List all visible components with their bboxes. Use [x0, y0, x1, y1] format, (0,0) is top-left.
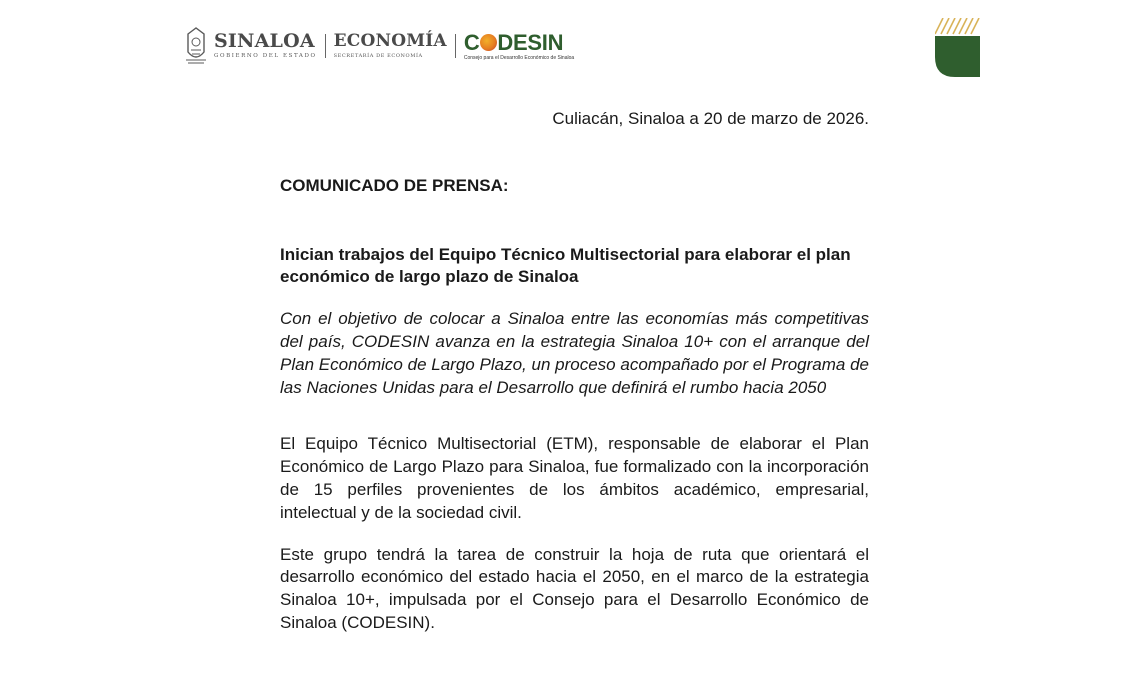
letterhead [184, 24, 574, 68]
codesin-logo [463, 29, 575, 61]
body-paragraph: El Equipo Técnico Multisectorial (ETM), responsable de elaborar el Plan Económico de Largo Plazo para Sinaloa, fue formalizado con la incorporación de 15 perfiles provenientes de los ámbitos académico, empresarial, intelectual y de la sociedad civil. [280, 434, 869, 522]
body-paragraph: Este grupo tendrá la tarea de construir la hoja de ruta que orientará el desarrollo económico del estado hacia el 2050, en el marco de la estrategia Sinaloa 10+, impulsada por el Consejo para el Desarrollo Económico de Sinaloa (CODESIN). [280, 544, 869, 632]
gov-subtitle: GOBIERNO DEL ESTADO [214, 53, 317, 60]
dept-subtitle: SECRETARÍA DE ECONOMÍA [333, 53, 423, 59]
dept-name: ECONOMÍA [333, 31, 447, 51]
gov-name: SINALOA [214, 30, 315, 53]
codesin-sun-icon [480, 34, 497, 51]
state-seal-icon [184, 26, 208, 66]
economia-logo [334, 33, 447, 59]
codesin-suffix: DESIN [497, 29, 564, 55]
gobierno-logo [214, 32, 317, 60]
corner-emblem-icon [935, 18, 980, 77]
codesin-prefix: C [463, 29, 480, 55]
logo-divider [325, 34, 326, 58]
codesin-subtitle: Consejo para el Desarrollo Económico de Sinaloa [463, 54, 575, 61]
logo-divider [455, 34, 456, 58]
release-title: Inician trabajos del Equipo Técnico Multisectorial para elaborar el plan económico de largo plazo de Sinaloa [280, 244, 851, 287]
press-release [280, 108, 869, 635]
release-lead: Con el objetivo de colocar a Sinaloa entre las economías más competitivas del país, CODESIN avanza en la estrategia Sinaloa 10+ con el arranque del Plan Económico de Largo Plazo, un proceso acompañado por el Programa de las Naciones Unidas para el Desarrollo que definirá el rumbo hacia 2050 [280, 309, 869, 397]
codesin-wordmark [463, 29, 574, 55]
date-line: Culiacán, Sinaloa a 20 de marzo de 2026. [552, 109, 869, 128]
release-heading: COMUNICADO DE PRENSA: [280, 175, 509, 195]
